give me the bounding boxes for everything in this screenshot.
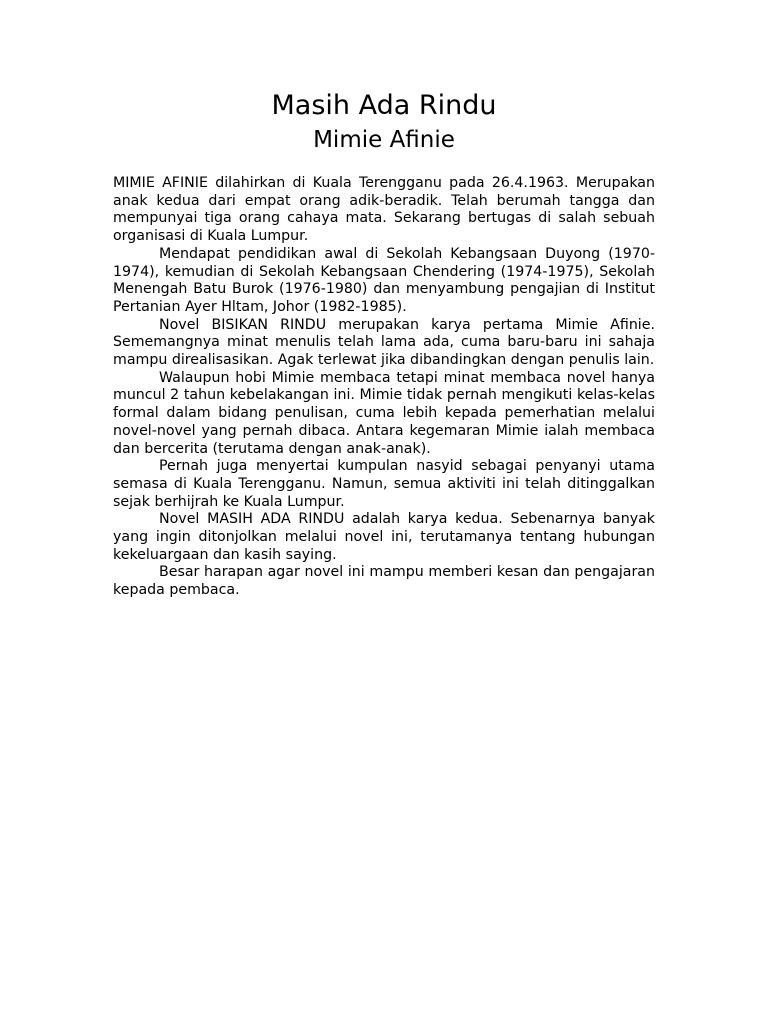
paragraph-6: Novel MASIH ADA RINDU adalah karya kedua. Sebenarnya banyak yang ingin ditonjolkan melalui novel ini, terutamanya tentang hubungan kekeluargaan dan kasih saying. (113, 511, 655, 563)
paragraph-1: MIMIE AFINIE dilahirkan di Kuala Terengganu pada 26.4.1963. Merupakan anak kedua dari empat orang adik-beradik. Telah berumah tangga dan mempunyai tiga orang cahaya mata. Sekarang bertugas di salah sebuah organisasi di Kuala Lumpur. (113, 175, 655, 245)
paragraph-2: Mendapat pendidikan awal di Sekolah Kebangsaan Duyong (1970-1974), kemudian di Sekolah Kebangsaan Chendering (1974-1975), Sekolah Menengah Batu Burok (1976-1980) dan menyambung pengajian di Institut Pertanian Ayer Hltam, Johor (1982-1985). (113, 245, 655, 315)
paragraph-3: Novel BISIKAN RINDU merupakan karya pertama Mimie Afinie. Sememangnya minat menulis telah lama ada, cuma baru-baru ini sahaja mampu direalisasikan. Agak terlewat jika dibandingkan dengan penulis lain. (113, 316, 655, 369)
document-body (113, 175, 655, 600)
paragraph-4: Walaupun hobi Mimie membaca tetapi minat membaca novel hanya muncul 2 tahun kebelakangan ini. Mimie tidak pernah mengikuti kelas-kelas formal dalam bidang penulisan, cuma lebih kepada pemerhatian melalui novel-novel yang pernah dibaca. Antara kegemaran Mimie ialah membaca dan bercerita (terutama dengan anak-anak). (113, 369, 655, 457)
document-title: Masih Ada Rindu (271, 90, 497, 121)
paragraph-5: Pernah juga menyertai kumpulan nasyid sebagai penyanyi utama semasa di Kuala Terengganu. Namun, semua aktiviti ini telah ditinggalkan sejak berhijrah ke Kuala Lumpur. (113, 458, 655, 510)
paragraph-7: Besar harapan agar novel ini mampu memberi kesan dan pengajaran kepada pembaca. (113, 564, 655, 599)
document-author: Mimie Afinie (313, 127, 455, 153)
